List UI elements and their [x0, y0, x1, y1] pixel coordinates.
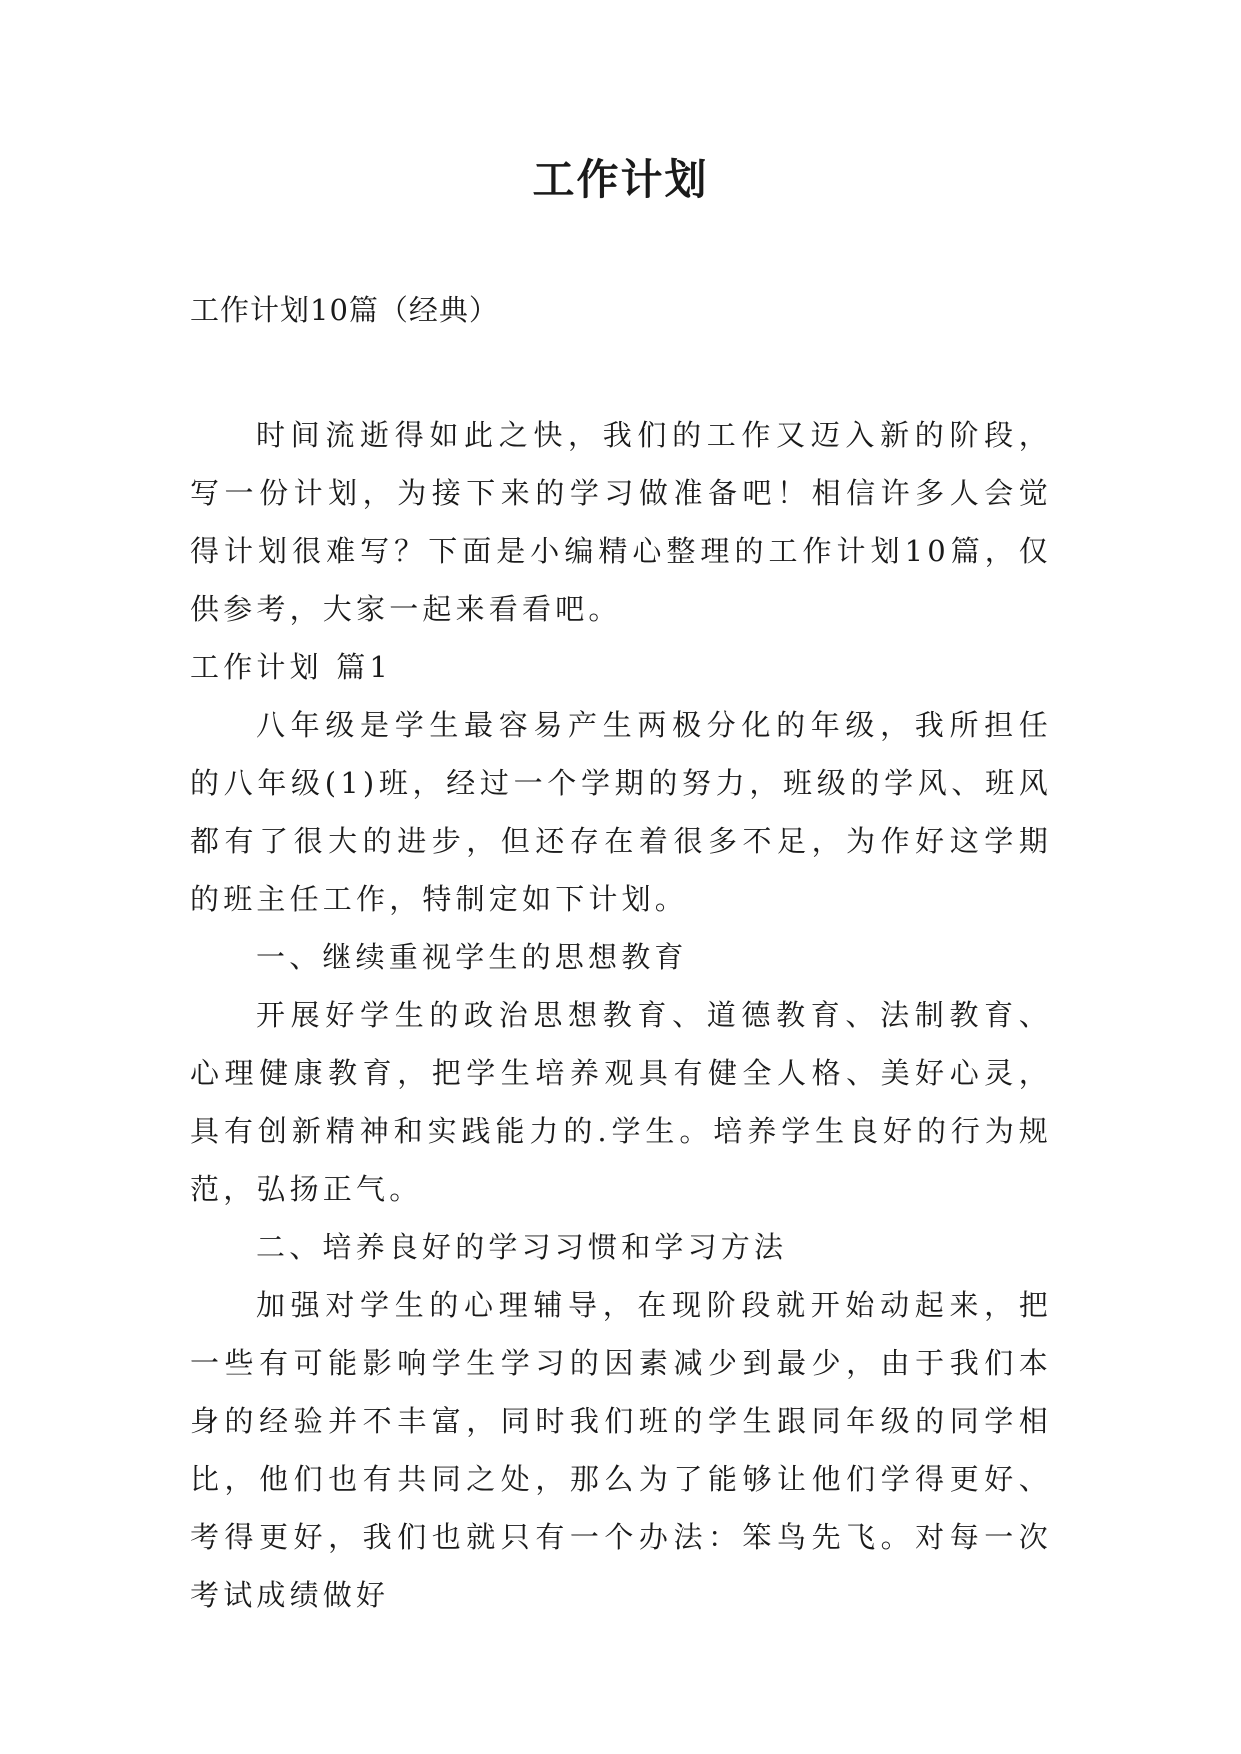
paragraph: 加强对学生的心理辅导，在现阶段就开始动起来，把一些有可能影响学生学习的因素减少到最少，由于我们本身的经验并不丰富，同时我们班的学生跟同年级的同学相比，他们也有共同之处，那么为了能够让他们学得更好、考得更好，我们也就只有一个办法：笨鸟先飞。对每一次考试成绩做好 [190, 1288, 1052, 1612]
subsection-heading: 一、继续重视学生的思想教育 [256, 940, 688, 974]
paragraph-intro: 时间流逝得如此之快，我们的工作又迈入新的阶段，写一份计划，为接下来的学习做准备吧！相信许多人会觉得计划很难写？下面是小编精心整理的工作计划10篇，仅供参考，大家一起来看看吧。 [190, 418, 1052, 626]
document-subtitle: 工作计划10篇（经典） [190, 293, 499, 327]
section-heading-1: 工作计划 篇1 [190, 650, 393, 684]
subsection-heading: 二、培养良好的学习习惯和学习方法 [256, 1230, 788, 1264]
document-body [190, 406, 1052, 1624]
paragraph: 开展好学生的政治思想教育、道德教育、法制教育、心理健康教育，把学生培养观具有健全人格、美好心灵，具有创新精神和实践能力的.学生。培养学生良好的行为规范，弘扬正气。 [190, 998, 1052, 1206]
paragraph: 八年级是学生最容易产生两极分化的年级，我所担任的八年级(1)班，经过一个学期的努力，班级的学风、班风都有了很大的进步，但还存在着很多不足，为作好这学期的班主任工作，特制定如下计划。 [190, 708, 1052, 916]
document-title: 工作计划 [532, 155, 709, 204]
